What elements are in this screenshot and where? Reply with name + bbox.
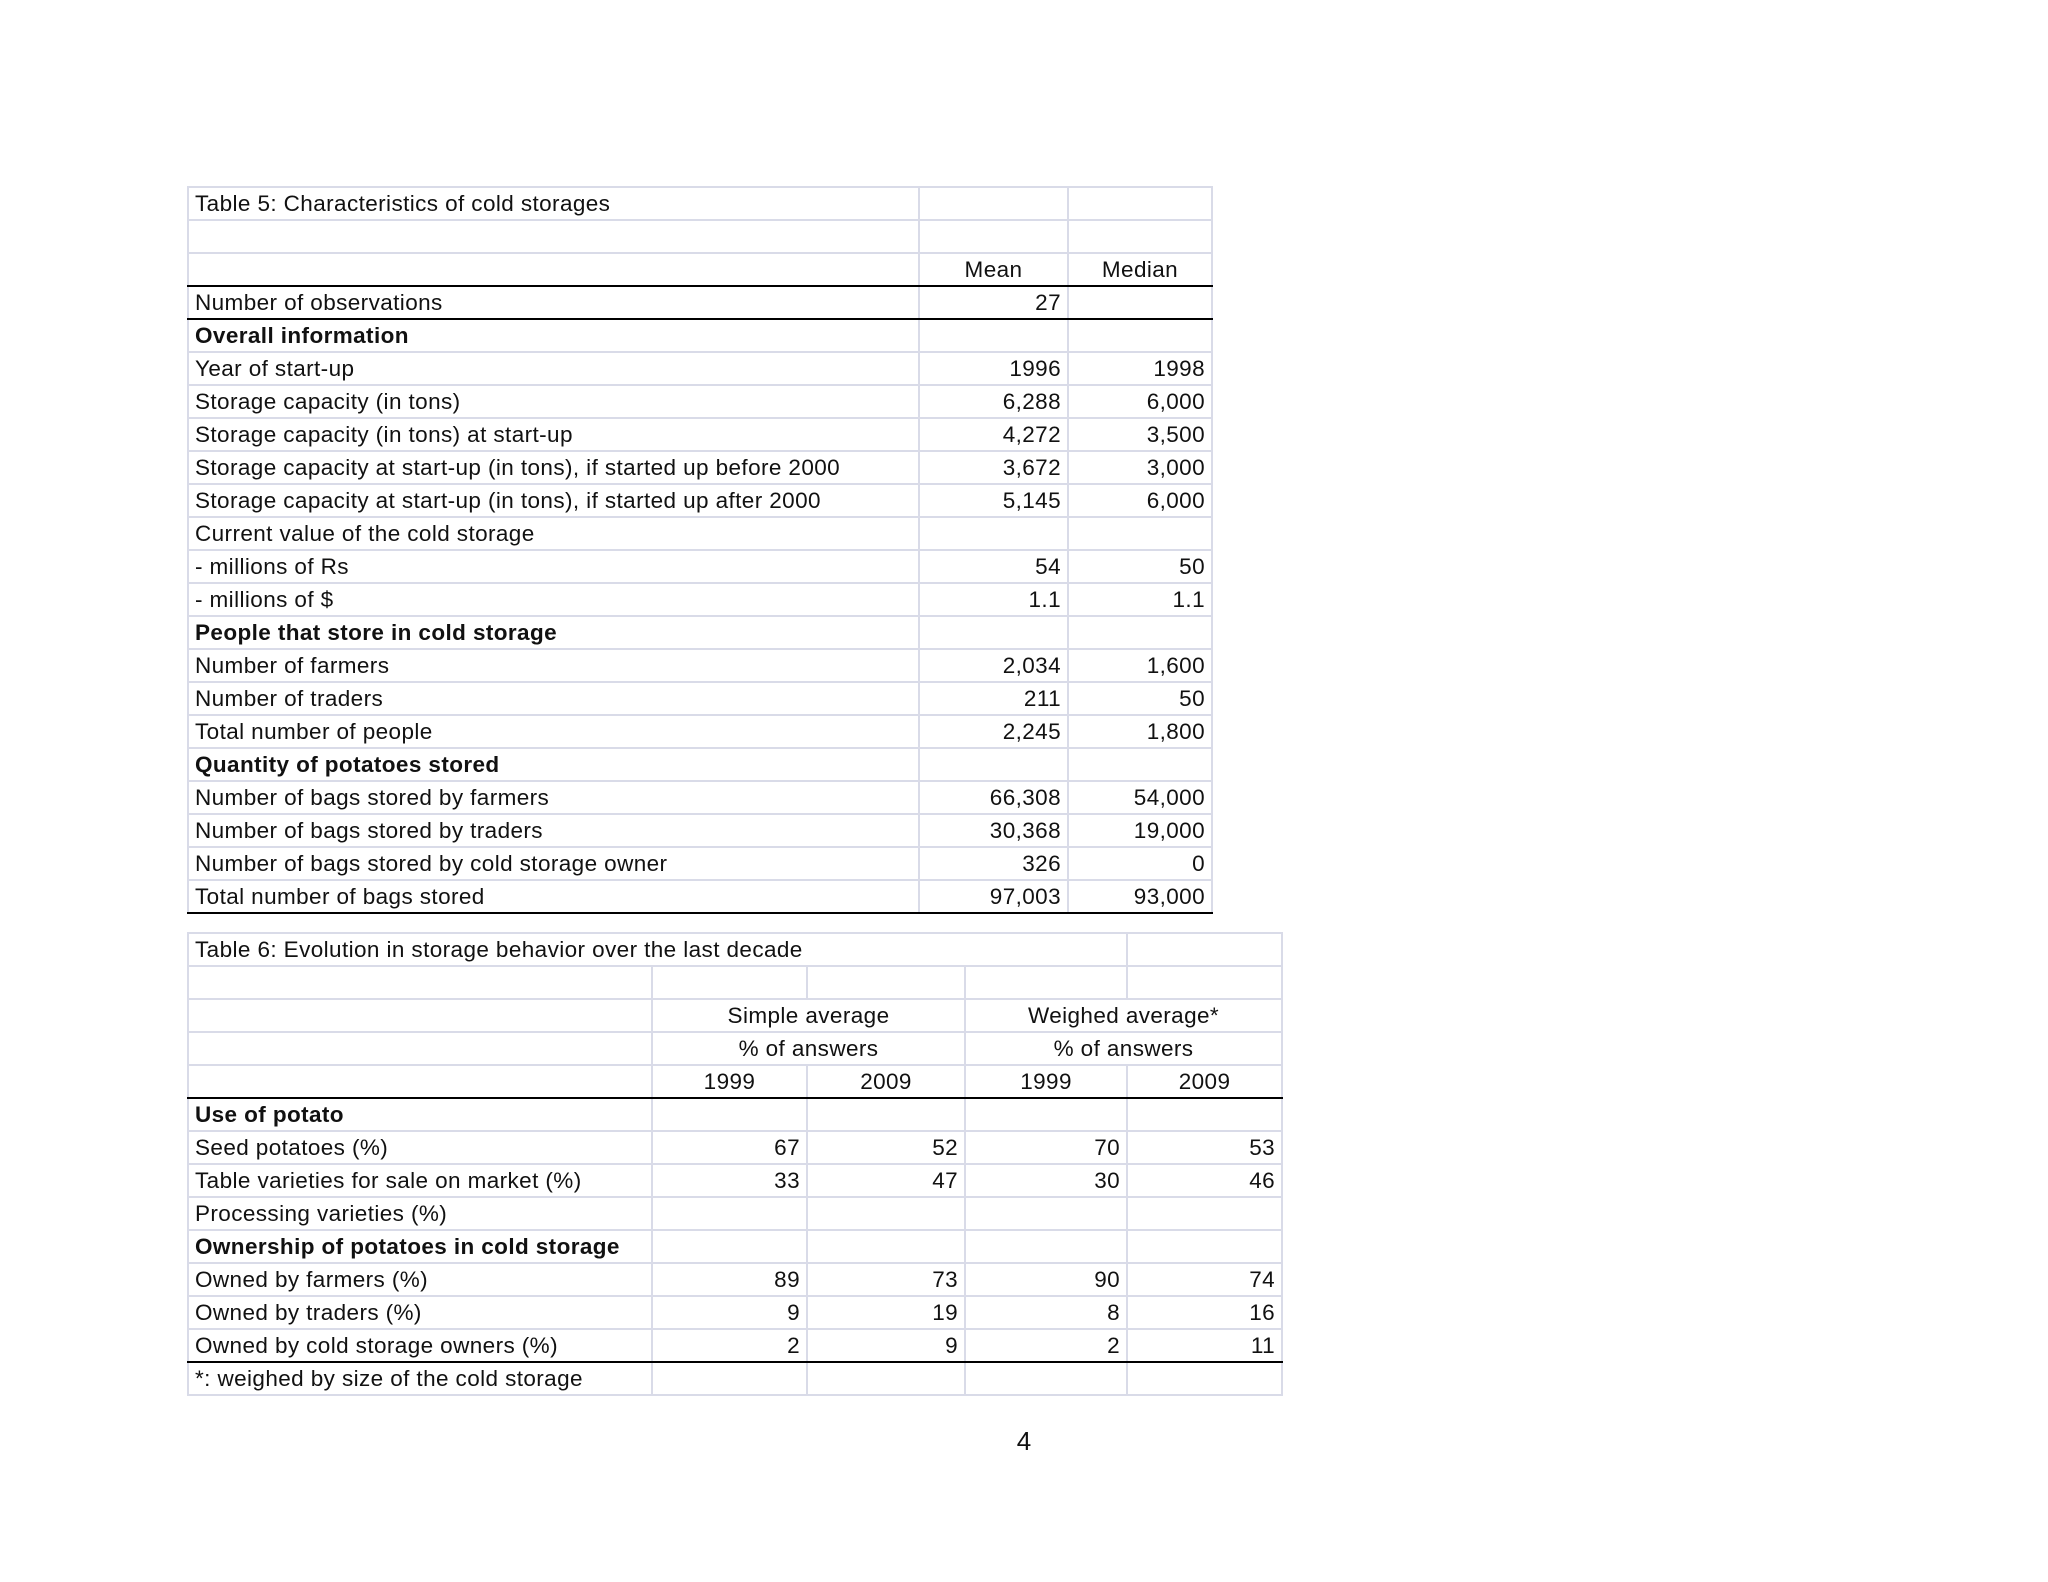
table-row [188, 715, 1212, 748]
empty-cell [965, 966, 1127, 999]
mean-value: 66,308 [919, 781, 1068, 814]
column-header-mean: Mean [919, 253, 1068, 286]
empty-cell [965, 1362, 1127, 1395]
row-label: Number of bags stored by traders [188, 814, 919, 847]
table-row [188, 583, 1212, 616]
percent-value [965, 1230, 1127, 1263]
spacer-row [188, 220, 1212, 253]
year-header: 2009 [1127, 1065, 1282, 1098]
percent-value: 70 [965, 1131, 1127, 1164]
table-6 [187, 932, 1283, 1396]
row-label: Storage capacity at start-up (in tons), if started up before 2000 [188, 451, 919, 484]
simple-average-header: Simple average [652, 999, 965, 1032]
percent-value: 11 [1127, 1329, 1282, 1362]
mean-value: 6,288 [919, 385, 1068, 418]
median-value: 6,000 [1068, 385, 1212, 418]
empty-cell [188, 1032, 652, 1065]
empty-cell [1068, 187, 1212, 220]
mean-value: 2,034 [919, 649, 1068, 682]
section-label: Quantity of potatoes stored [188, 748, 919, 781]
median-value [1068, 319, 1212, 352]
mean-value: 211 [919, 682, 1068, 715]
mean-value: 30,368 [919, 814, 1068, 847]
table-row [188, 1263, 1282, 1296]
sub-header-row [188, 1032, 1282, 1065]
percent-value: 19 [807, 1296, 965, 1329]
group-header-row [188, 999, 1282, 1032]
mean-value: 54 [919, 550, 1068, 583]
median-value [1068, 616, 1212, 649]
percent-value: 52 [807, 1131, 965, 1164]
mean-value [919, 748, 1068, 781]
mean-value: 1996 [919, 352, 1068, 385]
header-row [188, 253, 1212, 286]
percent-value: 33 [652, 1164, 807, 1197]
median-value: 54,000 [1068, 781, 1212, 814]
percent-value [965, 1098, 1127, 1131]
median-value: 1.1 [1068, 583, 1212, 616]
row-label: Number of farmers [188, 649, 919, 682]
table-row [188, 550, 1212, 583]
column-header-median: Median [1068, 253, 1212, 286]
percent-value: 73 [807, 1263, 965, 1296]
row-label: Owned by farmers (%) [188, 1263, 652, 1296]
percent-value [1127, 1230, 1282, 1263]
year-header-row [188, 1065, 1282, 1098]
percent-value: 2 [965, 1329, 1127, 1362]
row-label: Owned by traders (%) [188, 1296, 652, 1329]
median-value: 1998 [1068, 352, 1212, 385]
empty-cell [188, 966, 652, 999]
median-value: 6,000 [1068, 484, 1212, 517]
table-row [188, 1296, 1282, 1329]
observations-row [188, 286, 1212, 319]
footnote: *: weighed by size of the cold storage [188, 1362, 652, 1395]
median-value: 1,600 [1068, 649, 1212, 682]
median-value: 3,500 [1068, 418, 1212, 451]
median-value: 50 [1068, 682, 1212, 715]
median-value: 0 [1068, 847, 1212, 880]
table-row [188, 352, 1212, 385]
section-label: Overall information [188, 319, 919, 352]
table-row [188, 1197, 1282, 1230]
empty-cell [188, 999, 652, 1032]
row-label: Number of traders [188, 682, 919, 715]
mean-value: 326 [919, 847, 1068, 880]
percent-value: 53 [1127, 1131, 1282, 1164]
table-row [188, 1164, 1282, 1197]
empty-cell [1068, 220, 1212, 253]
percent-value: 47 [807, 1164, 965, 1197]
percent-value [807, 1098, 965, 1131]
percent-value [652, 1197, 807, 1230]
percent-value [807, 1230, 965, 1263]
median-value: 50 [1068, 550, 1212, 583]
row-label: Total number of people [188, 715, 919, 748]
table-row [188, 781, 1212, 814]
median-value [1068, 286, 1212, 319]
row-label: Total number of bags stored [188, 880, 919, 913]
row-label: Current value of the cold storage [188, 517, 919, 550]
percent-value [1127, 1197, 1282, 1230]
table-6-title: Table 6: Evolution in storage behavior over the last decade [188, 933, 965, 966]
percent-value [965, 1197, 1127, 1230]
table-title-row [188, 187, 1212, 220]
percent-value: 9 [807, 1329, 965, 1362]
row-label: Seed potatoes (%) [188, 1131, 652, 1164]
empty-cell [188, 253, 919, 286]
median-value: 3,000 [1068, 451, 1212, 484]
table-row [188, 451, 1212, 484]
mean-value: 3,672 [919, 451, 1068, 484]
row-label: Year of start-up [188, 352, 919, 385]
empty-cell [807, 1362, 965, 1395]
empty-cell [188, 1065, 652, 1098]
table-row [188, 814, 1212, 847]
section-label: Use of potato [188, 1098, 652, 1131]
row-label: Number of bags stored by cold storage owner [188, 847, 919, 880]
empty-cell [807, 966, 965, 999]
mean-value [919, 319, 1068, 352]
section-label: People that store in cold storage [188, 616, 919, 649]
empty-cell [965, 933, 1127, 966]
table-row [188, 385, 1212, 418]
year-header: 1999 [965, 1065, 1127, 1098]
table-row [188, 880, 1212, 913]
row-label: - millions of $ [188, 583, 919, 616]
percent-value: 74 [1127, 1263, 1282, 1296]
percent-value: 46 [1127, 1164, 1282, 1197]
row-label: Table varieties for sale on market (%) [188, 1164, 652, 1197]
mean-value: 97,003 [919, 880, 1068, 913]
percent-value: 67 [652, 1131, 807, 1164]
median-value: 19,000 [1068, 814, 1212, 847]
row-label: Processing varieties (%) [188, 1197, 652, 1230]
empty-cell [1127, 933, 1282, 966]
table-title-row [188, 933, 1282, 966]
table-row [188, 1131, 1282, 1164]
section-header-row [188, 616, 1212, 649]
percent-value [652, 1230, 807, 1263]
percent-value: 16 [1127, 1296, 1282, 1329]
percent-value: 30 [965, 1164, 1127, 1197]
mean-value [919, 517, 1068, 550]
table-row [188, 484, 1212, 517]
section-header-row [188, 1230, 1282, 1263]
percent-value: 89 [652, 1263, 807, 1296]
year-header: 2009 [807, 1065, 965, 1098]
section-header-row [188, 1098, 1282, 1131]
section-label: Ownership of potatoes in cold storage [188, 1230, 652, 1263]
simple-percent-header: % of answers [652, 1032, 965, 1065]
row-label: Number of bags stored by farmers [188, 781, 919, 814]
empty-cell [1127, 966, 1282, 999]
percent-value: 90 [965, 1263, 1127, 1296]
row-label: Storage capacity (in tons) at start-up [188, 418, 919, 451]
row-label: Storage capacity at start-up (in tons), if started up after 2000 [188, 484, 919, 517]
empty-cell [919, 220, 1068, 253]
percent-value [1127, 1098, 1282, 1131]
table-row [188, 649, 1212, 682]
mean-value: 4,272 [919, 418, 1068, 451]
weighed-average-header: Weighed average* [965, 999, 1282, 1032]
median-value [1068, 517, 1212, 550]
row-label: Storage capacity (in tons) [188, 385, 919, 418]
section-header-row [188, 748, 1212, 781]
percent-value [807, 1197, 965, 1230]
mean-value: 1.1 [919, 583, 1068, 616]
percent-value: 9 [652, 1296, 807, 1329]
table-row [188, 418, 1212, 451]
footnote-row [188, 1362, 1282, 1395]
table-5 [187, 186, 1213, 914]
mean-value [919, 616, 1068, 649]
row-label: - millions of Rs [188, 550, 919, 583]
table-row [188, 847, 1212, 880]
table-row [188, 682, 1212, 715]
empty-cell [1127, 1362, 1282, 1395]
section-header-row [188, 319, 1212, 352]
table-5-title: Table 5: Characteristics of cold storages [188, 187, 919, 220]
spacer-row [188, 966, 1282, 999]
mean-value: 27 [919, 286, 1068, 319]
table-row [188, 517, 1212, 550]
mean-value: 2,245 [919, 715, 1068, 748]
median-value: 93,000 [1068, 880, 1212, 913]
percent-value: 8 [965, 1296, 1127, 1329]
empty-cell [919, 187, 1068, 220]
mean-value: 5,145 [919, 484, 1068, 517]
median-value: 1,800 [1068, 715, 1212, 748]
empty-cell [652, 966, 807, 999]
row-label: Owned by cold storage owners (%) [188, 1329, 652, 1362]
year-header: 1999 [652, 1065, 807, 1098]
weighed-percent-header: % of answers [965, 1032, 1282, 1065]
percent-value: 2 [652, 1329, 807, 1362]
row-label: Number of observations [188, 286, 919, 319]
table-row [188, 1329, 1282, 1362]
percent-value [652, 1098, 807, 1131]
empty-cell [652, 1362, 807, 1395]
empty-cell [188, 220, 919, 253]
median-value [1068, 748, 1212, 781]
page-number: 4 [1016, 1426, 1032, 1456]
